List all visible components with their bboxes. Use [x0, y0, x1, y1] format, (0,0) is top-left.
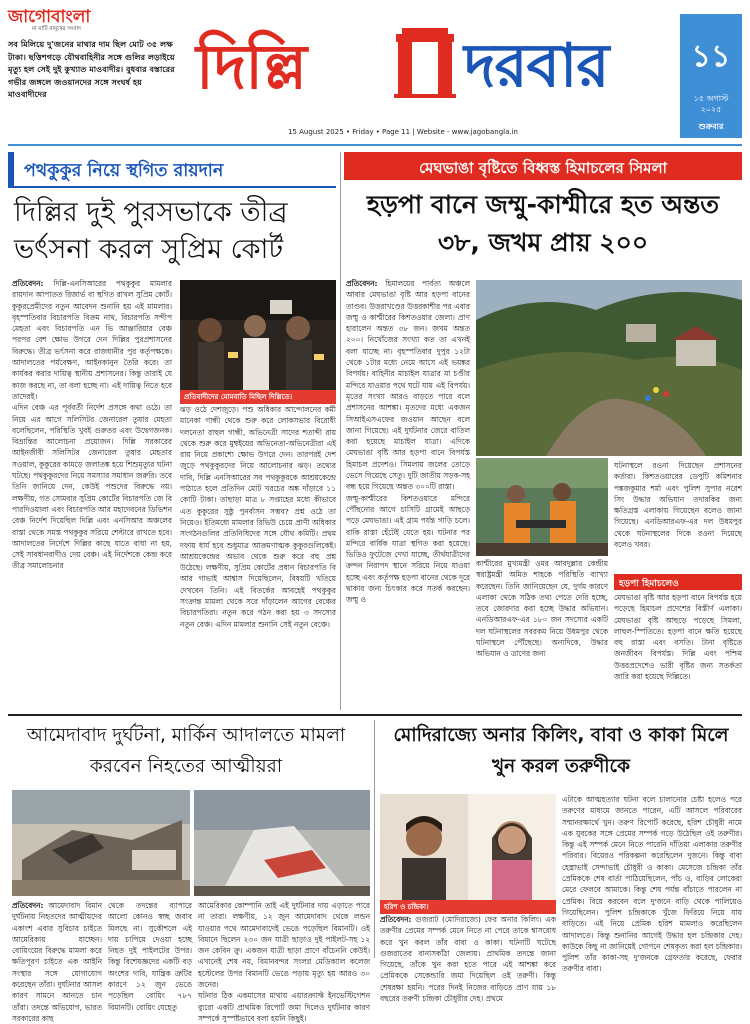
front-teaser[interactable]: সব মিলিয়ে দু'জনের মাথার দাম ছিল মোট ৩৫ লক্ষ টাকা। ছত্তিশগড়ে যৌথবাহিনীর সঙ্গে গুলির লড়াইয়ে মৃত্যু হল সেই দুই কুখ্যাত মাওবাদীর। বুধবার বস্তারের গভীর জঙ্গলে জওয়ানদের সঙ্গে সংঘর্ষ হয় মাওবাদীদের — [8, 39, 175, 100]
story2-col1-text: হিমালয়ের পার্বত্য অঞ্চলে আবার মেঘভাঙা বৃষ্টি আর হড়পা বানের তাণ্ডব। উত্তরাখণ্ডের উত্তরকাশীর পর এবার জম্মু ও কাশ্মীরের কিশতওয়ার জেলা। প্রাণ হারালেন অন্তত ৩৮ জন। জখম অন্তত ২০০। নিখোঁজের সংখ্যা কত তা এখনই বলা যাচ্ছে না। বৃহস্পতিবার দুপুর ১২টা থেকে ১টার মধ্যে নেমে আসে এই ভয়ঙ্কর বিপর্যয়। বাহিনীর মাচাইল যাত্রার মা চণ্ডীর মন্দিরে যাওয়ার পথে ঘটে যায় এই বিপর্যয়। মৃতের সংখ্যা আরও বাড়তে পারে বলে প্রশাসনের আশঙ্কা। মৃতদের মধ্যে একজন সিআইএসএফের জওয়ান আছেন বলে জানা গিয়েছে। এই দুর্ঘটনার জেরে বাতিল করা হয়েছে মাচাইল যাত্রা। এদিকে মেঘভাঙা বৃষ্টি আর হড়পা বানে বিপর্যস্ত হিমাচল প্রদেশও। সিমলায় জলের তোড়ে ভেসে গিয়েছে সেতু। দুটি জাতীয় সড়ক-সহ বন্ধ হয়ে গিয়েছে অন্তত ৩০০টি রাস্তা। জম্মু-কাশ্মীরের কিশতওয়ারে মন্দিরে পৌঁছনোর আগে চাসিটি গ্রামেই আছড়ে পড়ে মেঘভাঙা। এই গ্রাম পর্যন্ত গাড়ি চলে। বাকি রাস্তা হেঁটেই যেতে হয়। ঘটনার পর মন্দিরে বার্ষিক যাত্রা স্থগিত করা হয়েছে। ভিডিও ফুটেজে দেখা যাচ্ছে, তীর্থযাত্রীদের ক্রন্দন নিরাপদ স্থানে সরিয়ে নিয়ে যাওয়া হচ্ছে এবং কর্তৃপক্ষ হড়পা বানের থেকে দূরে থাকার জন্য চিৎকার করে সতর্ক করছেন। জম্মু ও — [346, 279, 470, 605]
story4-col1 — [380, 914, 556, 1004]
story2-sidebox-kicker — [614, 574, 742, 590]
couple-photo-icon — [380, 794, 556, 900]
story1-kicker — [8, 152, 336, 188]
story2-col3: ঘটনাস্থলে রওনা দিয়েছেন প্রশাসনের কর্তারা। কিশতওয়ারের ডেপুটি কমিশনার পঙ্কজকুমার শর্মা এবং পুলিশ সুপার নরেশ সিং উদ্ধার অভিযান তদারকির জন্য ক্ষতিগ্রস্ত এলাকায় গিয়েছেন বলেও জানা গিয়েছে। এনডিআরএফ-এর দল উধমপুর থেকে ঘটনাস্থলের দিকে রওনা দিয়েছে বলেও খবর। — [614, 461, 742, 550]
story2-sidebox-text: মেঘভাঙা বৃষ্টি আর হড়পা বানে বিপর্যস্ত হয়ে পড়েছে হিমাচল প্রদেশের বিস্তীর্ণ এলাকা। মেঘভাঙা বৃষ্টি আছড়ে পড়েছে সিমলা, লাহুল-স্পিতিতে। হড়পা বানে ক্ষতি হয়েছে বহু রাস্তা এবং বসতি। টানা বৃষ্টিতে জনজীবন বিপর্যস্ত। দিল্লি এবং পশ্চিম উত্তরপ্রদেশেও ভারী বৃষ্টির জন্য সতর্কতা জারি করা হয়েছে দিল্লিতে। — [614, 593, 742, 682]
story1-kicker-text[interactable]: পথকুকুর নিয়ে স্থগিত রায়দান — [24, 161, 224, 181]
story3-col1 — [12, 900, 102, 1023]
brand-tagline: মা মাটি মানুষের সংবাদ — [32, 26, 81, 32]
story4-photo — [380, 794, 556, 900]
story4-col2: এটাকে আত্মহত্যার ঘটনা বলে চালানোর চেষ্টা হলেও পরে তরুণের মাধ্যমে জানতে পারেন, এটি আসলে পরিবারের সম্মানরক্ষার্থে খুন। তরুণ রিপোর্ট করেছে, হরিশ চৌধুরী নামে এক যুবকের সঙ্গে প্রেমের সম্পর্ক গড়ে উঠেছিল ওই তরুণীর। কিন্তু এই সম্পর্ক মেনে নিতে পারেনি দাঁতিয়া এলাকার তরুণীর পরিবার। বিয়েরও পরিকল্পনা করেছিলেন দুজনে। কিন্তু বাবা হেস্ত্রাভাই সেন্দাভাই চৌধুরী ও কাকা। মেসেজে চন্দ্রিকা তাঁর প্রেমিককে শেষ বার্তা পাঠিয়েছিলেন, পাঁচ ও, বাড়ির লোকেরা মেরে ফেলবে আমাকে। কিন্তু শেষ পর্যন্ত বাঁচাতে পারলেন না প্রেমিক। বিয়ে করবেন বলে দু'জনে বাড়ি থেকে পালিয়েও গিয়েছিলেন। পুলিশ চন্দ্রিকাকে খুঁজে ফিরিয়ে নিয়ে যায় বাড়িতে। এই নিয়ে প্রেমিক হরিশ মামলাও করেছিলেন আদালতে। কিন্তু শুনানির আগেই উদ্ধার হল চন্দ্রিকার দেহ। কাউকে কিছু না জানিয়েই গোপনে শেষকৃত্য করা হল চন্দ্রিকার। পুলিশ তাঁর কাকা-সহ দু'জনকে গ্রেফতার করেছে, ফেরার তরুণীর বাবা। — [562, 795, 742, 974]
story3-photo-crash — [12, 790, 190, 896]
story2-kicker — [344, 152, 742, 180]
page-number-box — [680, 14, 742, 138]
masthead-rule — [8, 144, 742, 146]
story4-col1-text: গুজরাট (মোদিরাজ্যে) ফের অনার কিলিং। এক তরুণীর প্রেমের সম্পর্ক মেনে নিতে না পেরে তাকে শ্বাসরোধ করে খুন করল তাঁর বাবা ও কাকা। ঘটনাটি ঘটেছে গুজরাতের বানাসকাঁঠা জেলায়। প্রাথমিক তদন্তে জানা গিয়েছে, তাঁকে খুন করা হতে পারে এই আশঙ্কা করে প্রেমিককে সেকেন্ডারি জমা দিয়েছিল ওই তরুণী। কিন্তু শেষরক্ষা হয়নি। পরের দিনই নিজের বাড়িতে প্রাণ যায় ১৮ বছরের তরুণী চন্দ্রিকা চৌধুরীর দেহ। প্রথমে — [380, 915, 556, 1004]
story2-photo-rescue — [476, 458, 608, 556]
story3-col1-text: আমেদাবাদ বিমান দুর্ঘটনায় নিহতদের আত্মীয়দের একাংশ এবার সুবিচার চাইতে আমেরিকায় যাচ্ছেন। বোয়িংয়ের বিরুদ্ধে মামলা করে ক্ষতিপূরণ চাইতে এক আইনি সংস্থার সঙ্গে যোগাযোগ করেছেন তাঁরা। দুর্ঘটনার আসল কারণ সামনে আনতে চান তাঁরা। তদন্তে অভিযোগ, ভারত সরকারের কাছ — [12, 901, 102, 1023]
story1-col2: ঝড় ওঠে দেশজুড়ে। পশু অধিকার আন্দোলনের কর্মী মানেকা গান্ধী থেকে শুরু করে লোকসভার বিরোধী দলনেতা রাহুল গান্ধী, অভিনেত্রী সাদের শতাব্দী রায় থেকে শুরু করে মুম্বইয়ের অভিনেতা-অভিনেত্রীরা এই রায় নিয়ে প্রকাশ্যে ক্ষোভ উগরে দেন। তারপরই দেশ জুড়ে পথকুকুরদের নিয়ে আলোচনার ঝড়। তথ্যের দাবি, দিল্লি এনসিআরের সব পথকুকুরকে আশ্রয়কেন্দ্রে পাঠাতে হলে প্রতিদিন মোট খরচের অঙ্ক দাঁড়াবে ১১ কোটি টাকা। তাছাড়া মাত্র ৮ সপ্তাহের মধ্যে কীভাবে এত কুকুরের সুষ্ঠু পুনর্বাসন সম্ভব? প্রশ্ন ওঠে তা নিয়েও। ইতিমধ্যে মামলার রিভিউ চেয়ে প্রাণী অধিকার সংগঠনগুলির প্রতিনিধিদের সঙ্গে যৌথ কমিটি। প্রথম দফায় ধার্য হবে শুধুমাত্র আক্রমণাত্মক কুকুরগুলিকেই। আশ্রয়কেন্দ্রের অভাব থেকে শুরু করে বহু প্রশ্ন উঠেছে। লক্ষণীয়, সুপ্রিম কোর্টের প্রধান বিচারপতি বি আর গাভাই আশ্বাস দিয়েছিলেন, বিষয়টি খতিয়ে দেখবেন তিনি। এই বিতর্কের আবহেই পথকুকুর সংক্রান্ত মামলা থেকে সরে দাঁড়ালেন আগের বেঞ্চের বিচারপতিরা। নতুন করে গঠন করা হয় ৩ সদস্যের নতুন বেঞ্চ। এদিন মামলার শুনানি সেই নতুন বেঞ্চে। — [180, 405, 336, 629]
story1-headline[interactable]: দিল্লির দুই পুরসভাকে তীব্র ভর্ৎসনা করল সুপ্রিম কোর্ট — [14, 197, 288, 265]
title-right: দরবার — [464, 31, 609, 101]
story2-col2: কাশ্মীরের মুখ্যমন্ত্রী ওমর আবদুল্লার কেন্দ্রীয় স্বরাষ্ট্রমন্ত্রী অমিত শাহকে পরিস্থিতি ব্যাখ্যা করেছেন। তিনি জানিয়েছেন যে, দুর্গম কারণে এলাকা থেকে সঠিক তথ্য পেতে দেরি হচ্ছে, তবে জোরদার করা হচ্ছে উদ্ধার অভিযান। এনডিআরএফ-এর ১৮০ জন সদস্যের একটি দল ঘটনাস্থলের সবরকম নিয়ে উধমপুর থেকে ঘটনাস্থলে পৌঁছেছে। অন্যদিকে, উদ্ধার অভিযান ও ত্রাণের জন্য — [476, 559, 608, 659]
story2-col1 — [346, 278, 470, 708]
story1-col1 — [12, 278, 172, 708]
story2-kicker-text[interactable]: মেঘভাঙা বৃষ্টিতে বিধ্বস্ত হিমাচলের সিমলা — [418, 159, 668, 177]
landslide-photo-icon — [476, 280, 742, 456]
story1-col1-text: দিল্লি-এনসিআরের পথকুকুর মামলার রায়দান আপাতত রিজার্ভ বা স্থগিত রাখল সুপ্রিম কোর্ট। কুকুরপ্রেমীদের নতুন আবেদন শুনানি হয় এই মামলার। বৃহস্পতিবার বিচারপতি বিক্রম নাথ, বিচারপতি সন্দীপ মেহতা এবং বিচারপতি এন ভি আঞ্জারিয়ার বেঞ্চ পরপর বেশ ক্ষোভ উগরে দেন দিল্লির পুরপ্রশাসনের বিরুদ্ধে। তীব্র ভর্ৎসনা করে রাজধানীর পুর কর্তৃপক্ষকে। আদালতের পর্যবেক্ষণ, আইনকানুন তৈরি করে। তা কার্যকর করার দায়িত্ব স্থানীয় প্রশাসনের। কিন্তু তারাই যে কাজ করছে না, তা বলা হচ্ছে না। এই দায়িত্ব নিতে হবে তাদেরই। এদিন বেঞ্চ এর পূর্ববর্তী নির্দেশ প্রসঙ্গে কথা ওঠে। তা নিয়ে এর আগে সলিসিটর জেনারেল তুষার মেহতা বলেছিলেন, পরিস্থিতি খুবই গুরুতর এবং উদ্বেগজনক। বিভ্রান্তির আলোচনা প্রয়োজন। দিল্লি সরকারের আইনজীবী সলিসিটর জেনারেল তুষার মেহতার সওয়াল, কুকুরের কামড়ে জলাতঙ্ক হয়ে শিশুমৃত্যুর ঘটনা ঘটছে। পথকুকুরদের নিয়ে সমস্যার সমাধান জরুরি। তবে তিনি জানিয়ে দেন, কেউই পশুদের বিরুদ্ধে নয়। লক্ষণীয়, গত সোমবার সুপ্রিম কোর্টের বিচারপতি জে বি পারদিওয়ালা এবং বিচারপতি আর মহাদেবনের ডিভিশন বেঞ্চ নির্দেশ দিয়েছিল দিল্লি এবং এনসিআর অঞ্চলের রাস্তা থেকে সমস্ত পথকুকুর সরিয়ে শেল্টারে রাখতে হবে। আদালতের নির্দেশে দিল্লির কাছে যাতে বাধা না হয়, সেই সাবধানবাণীও দেয় বেঞ্চ। এই নির্দেশকে কেন্দ্র করে তীব্র সমালোচনার — [12, 279, 172, 571]
story2-photo-landslide — [476, 280, 742, 456]
story3-headline[interactable]: আমেদাবাদ দুর্ঘটনা, মার্কিন আদালতে মামলা করবেন নিহতের আত্মীয়রা — [26, 725, 346, 777]
story4-photo-caption: হরিশ ও চন্দ্রিকা। — [380, 900, 556, 914]
column-divider-top — [340, 152, 341, 710]
brand-logo-text: জাগোবাংলা — [8, 7, 91, 27]
story2-headline[interactable]: হড়পা বানে জম্মু-কাশ্মীরে হত অন্তত ৩৮, জখম প্রায় ২০০ — [366, 190, 720, 257]
page-number: ১১ — [691, 39, 731, 74]
story3-photo-tail — [194, 790, 370, 896]
story4-headline[interactable]: মোদিরাজ্যে অনার কিলিং, বাবা ও কাকা মিলে খুন করল তরুণীকে — [393, 725, 729, 777]
brand-logo — [8, 8, 158, 34]
mid-rule — [8, 714, 742, 716]
rescue-photo-icon — [476, 458, 608, 556]
protest-photo-icon — [180, 280, 336, 390]
story1-lead: প্রতিবেদন: — [12, 279, 44, 288]
dateline: 15 August 2025 • Friday • Page 11 | Website - www.jagobangla.in — [288, 128, 518, 136]
column-divider-bottom — [374, 720, 375, 958]
story2-sidebox-kicker-text[interactable]: হড়পা হিমাচলেও — [619, 579, 679, 589]
story3-lead: প্রতিবেদন: — [12, 901, 44, 910]
story1-photo-caption: প্রতিবাদীদের মোমবাতি মিছিল দিল্লিতে। — [180, 390, 336, 404]
title-left: দিল্লি — [196, 30, 307, 103]
india-gate-icon — [394, 26, 456, 98]
story3-col3-text: আমেরিকার কোম্পানি তাই এই দুর্ঘটনার দায় এড়াতে পারে না তারা। লক্ষণীয়, ১২ জুন আমেদাবাদ থেকে লন্ডন যাওয়ার পথে আমেদাবাদেই ভেঙে পড়েছিল বিমানটি। ওই বিমানে ছিলেন ২৩০ জন যাত্রী ছাড়াও দুই পাইলট-সহ ১২ জন কেবিন ক্রু। একজন যাত্রী ছাড়া প্রাণে বাঁচেননি কেউই। এখানেই শেষ নয়, বিমানবন্দর সংলগ্ন মেডিক্যাল কলেজ হস্টেলের উপর বিমানটি ভেঙে পড়ায় মৃত্যু হয় আরও ৩০ জনের। ঘটনার ঠিক একমাসের মাথায় এয়ারক্র্যাফ্ট ইনভেস্টিগেশন ব্যুরো একটি প্রাথমিক রিপোর্ট জমা দিলেও দুর্ঘটনার কারণ সম্পর্কে সুস্পষ্টভাবে বলা হয়নি কিছুই। — [198, 901, 370, 1023]
story3-col2: থেকে তদন্তের ব্যাপারে আলো কোনও স্বচ্ছ জবাব মিলছে না। সুকৌশলে এই দায় চাপিয়ে দেওয়া হচ্ছে নিহত দুই পাইলটের উপর। কিন্তু বিশেষজ্ঞদের একটি বড় অংশের দাবি, যান্ত্রিক ত্রুটির কারণে ১২ জুন ভেঙে পড়েছিল বোয়িং ৭৮৭ বিমানটি। বোয়িং যেহেতু — [108, 901, 192, 1012]
masthead-title — [196, 20, 672, 120]
issue-date: ১৫ অগাস্ট ২০২৫ — [693, 94, 729, 114]
crash-site-photo-icon — [12, 790, 190, 896]
aircraft-tail-photo-icon — [194, 790, 370, 896]
issue-weekday: শুক্রবার — [698, 122, 724, 131]
story4-lead: প্রতিবেদন: — [380, 915, 412, 924]
story1-photo — [180, 280, 336, 390]
story2-lead: প্রতিবেদন: — [346, 279, 378, 288]
